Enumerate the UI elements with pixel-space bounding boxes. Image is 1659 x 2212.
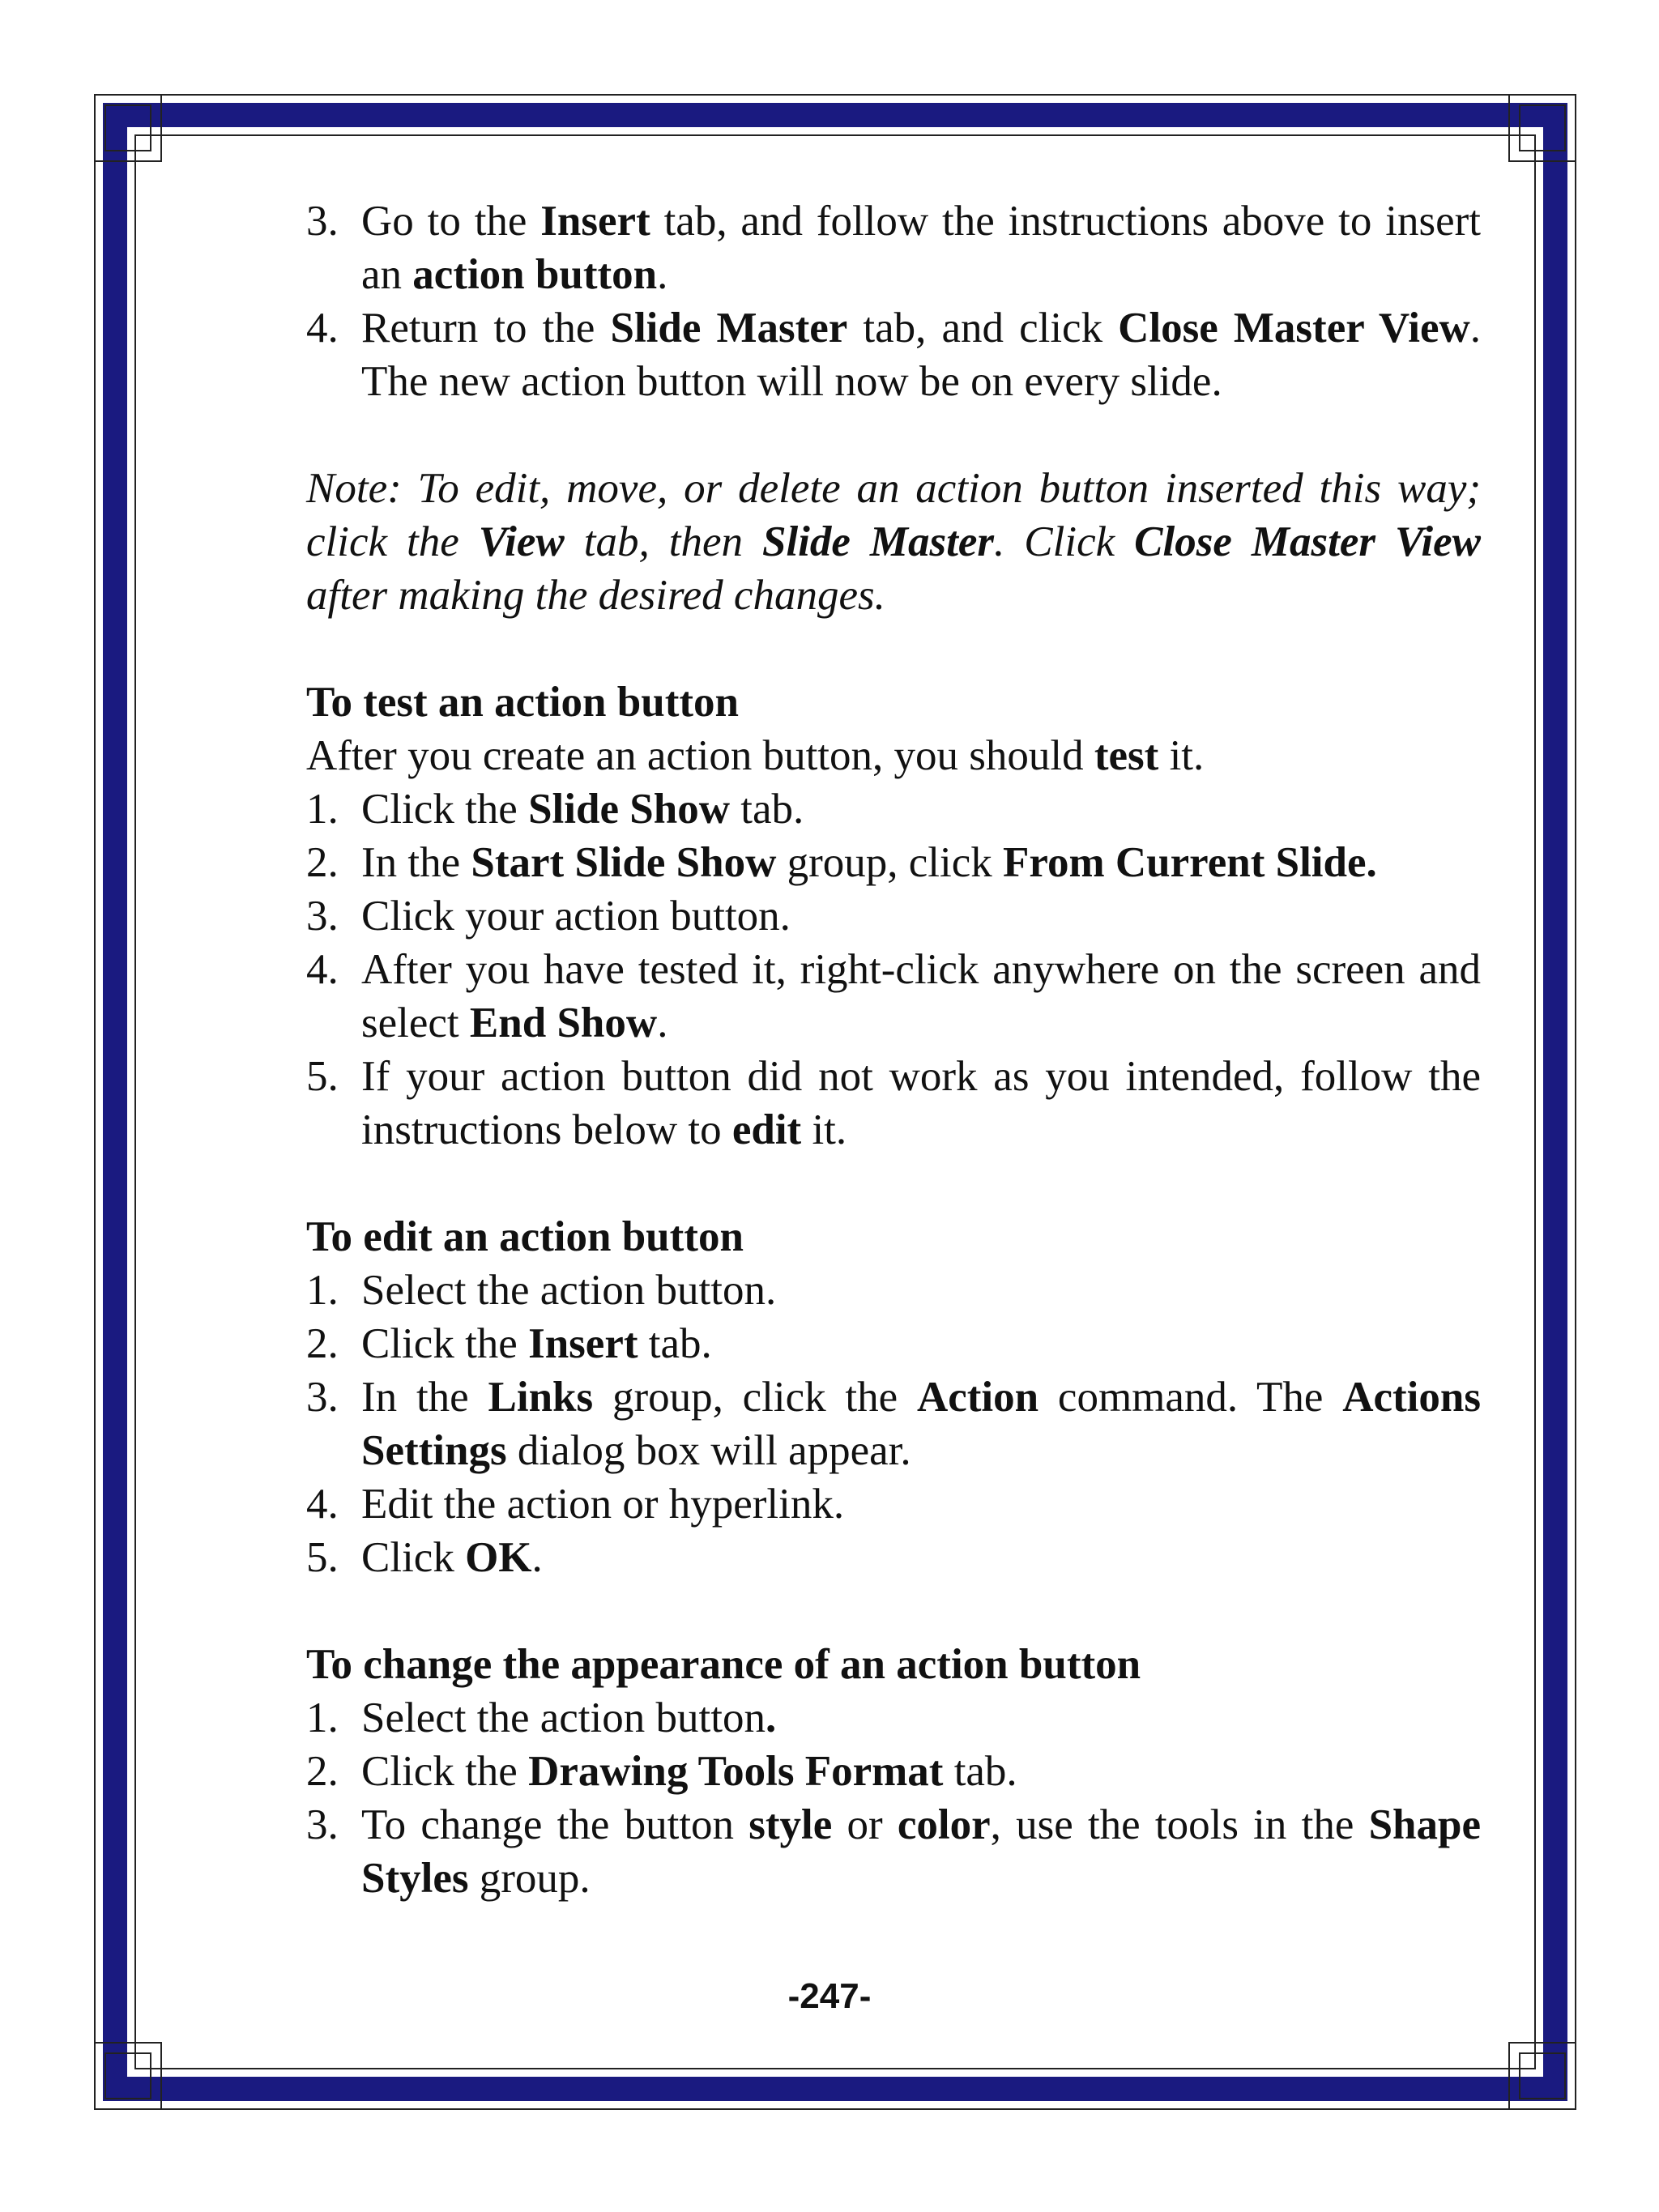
text-run: it. [801,1106,847,1153]
bold-text: Actions Settings [361,1374,1481,1474]
list-number: 1. [306,786,339,833]
bold-text: action button [412,251,658,298]
text-run: group, click the [593,1374,917,1421]
text-run: tab, and click [847,305,1119,352]
text-run: Return to the [361,305,611,352]
bold-text: Slide Master [610,305,848,352]
bold-text: color [897,1801,991,1848]
list-item [306,782,1481,836]
section-heading: To change the appearance of an action button [306,1641,1141,1688]
list-number: 3. [306,893,339,940]
text-run: . The new action button will now be on every slide. [361,305,1481,405]
text-run: it. [1158,732,1205,779]
bold-text: style [748,1801,833,1848]
list-item [306,1745,1481,1798]
section-heading: To edit an action button [306,1213,744,1260]
bold-text: Links [488,1374,594,1421]
text-run: Click your action button. [361,893,791,940]
bold-text: Drawing Tools Format [528,1748,944,1795]
bold-text: . [765,1694,777,1741]
text-run: tab, and follow the instructions above to insert an [361,198,1482,298]
text-run: group, click [776,839,1004,886]
text-run: . Click [994,518,1135,565]
text-run: dialog box will appear. [506,1427,911,1474]
list-item [306,1798,1481,1905]
note-paragraph [306,462,1481,622]
bold-text: edit [731,1106,802,1153]
text-run: After you create an action button, you should [306,732,1094,779]
text-run: tab, then [564,518,762,565]
list-number: 3. [306,1801,339,1848]
list-number: 2. [306,1320,339,1367]
intro-paragraph [306,729,1481,782]
section-gap [306,1584,1481,1638]
text-run: Select the action button. [361,1267,777,1314]
page-content [306,194,1481,1905]
text-run: tab. [638,1320,712,1367]
list-item [306,1264,1481,1317]
text-run: , use the tools in the [990,1801,1369,1848]
list-number: 1. [306,1267,339,1314]
text-run: In the [361,1374,488,1421]
section-heading: To test an action button [306,679,740,726]
bold-text: End Show [469,999,658,1046]
list-item [306,1691,1481,1745]
text-run: after making the desired changes. [306,572,885,619]
text-run: Edit the action or hyperlink. [361,1481,845,1528]
list-item [306,1370,1481,1477]
text-run: In the [361,839,471,886]
text-run: After you have tested it, right-click anywhere on the screen and select [361,946,1481,1046]
page-number: -247- [787,1976,872,2016]
section-gap [306,622,1481,676]
list-number: 5. [306,1053,339,1100]
text-run: Click [361,1534,466,1581]
bold-text: test [1094,732,1159,779]
text-run: Click the [361,1748,529,1795]
bold-text: Shape Styles [361,1801,1482,1902]
bold-text: Slide Show [528,786,730,833]
text-run: . [657,251,668,298]
list-number: 4. [306,305,339,352]
list-number: 3. [306,1374,339,1421]
text-run: tab. [943,1748,1017,1795]
text-run: Go to the [361,198,541,245]
list-item [306,1317,1481,1370]
list-item [306,836,1481,889]
section-gap [306,408,1481,462]
list-item [306,889,1481,943]
list-item [306,1531,1481,1584]
numbered-list [306,1264,1481,1584]
bold-text: OK [465,1534,532,1581]
text-run: or [832,1801,898,1848]
list-item [306,943,1481,1050]
list-item [306,1050,1481,1157]
list-number: 4. [306,1481,339,1528]
bold-text: View [478,518,565,565]
list-number: 2. [306,839,339,886]
list-number: 4. [306,946,339,993]
text-run: command. The [1038,1374,1343,1421]
bold-text: Slide Master [761,518,995,565]
numbered-list [306,194,1481,408]
text-run: . [531,1534,543,1581]
list-item [306,301,1481,408]
text-run: If your action button did not work as you intended, follow the instructions below to [361,1053,1481,1153]
bold-text: Close Master View [1134,518,1481,565]
text-run: To change the button [361,1801,749,1848]
bold-text: Insert [540,198,650,245]
list-number: 1. [306,1694,339,1741]
list-number: 3. [306,198,339,245]
text-run: Click the [361,1320,529,1367]
list-number: 5. [306,1534,339,1581]
bold-text: Start Slide Show [471,839,777,886]
section-gap [306,1157,1481,1210]
list-item [306,1477,1481,1531]
bold-text: From Current Slide. [1003,839,1377,886]
text-run: Select the action button [361,1694,766,1741]
list-number: 2. [306,1748,339,1795]
bold-text: Action [916,1374,1039,1421]
text-run: . [657,999,668,1046]
bold-text: Close Master View [1118,305,1470,352]
list-item [306,194,1481,301]
text-run: group. [468,1855,591,1902]
text-run: Click the [361,786,529,833]
text-run: Note: To edit, move, or delete an action button inserted this way; click the [306,465,1481,565]
numbered-list [306,782,1481,1157]
text-run: tab. [729,786,804,833]
bold-text: Insert [528,1320,638,1367]
numbered-list [306,1691,1481,1905]
